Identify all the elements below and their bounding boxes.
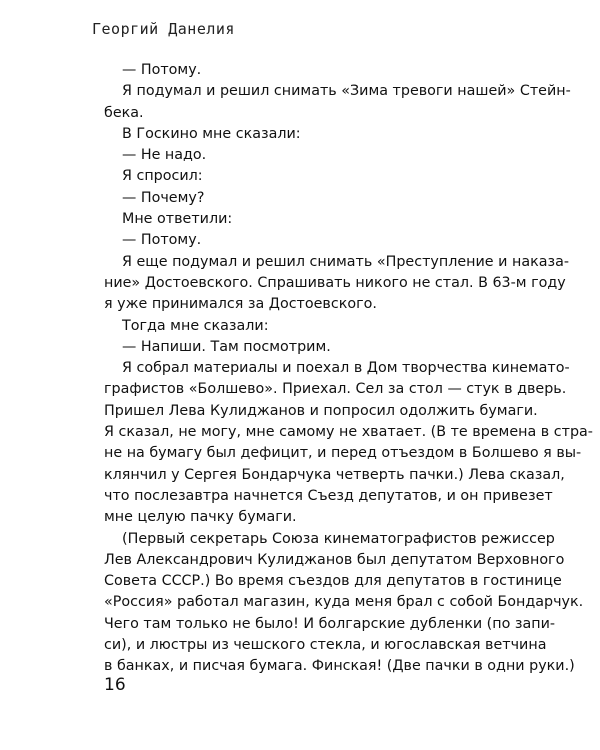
text-line: что послезавтра начнется Съезд депутатов, и он привезет [104, 487, 553, 504]
text-line: — Потому. [122, 62, 202, 78]
text-line: ние» Достоевского. Спрашивать никого не стал. В 63-м году [104, 274, 566, 291]
text-line: бека. [104, 104, 144, 121]
running-head: Георгий Данелия [92, 20, 235, 38]
text-line: «Россия» работал магазин, куда меня брал с собой Бондарчук. [104, 594, 584, 611]
text-line: (Первый секретарь Союза кинематографистов режиссер [122, 530, 555, 547]
text-line: графистов «Болшево». Приехал. Сел за стол — стук в дверь. [104, 381, 567, 398]
text-line: я уже принимался за Достоевского. [104, 296, 377, 313]
text-line: мне целую пачку бумаги. [104, 509, 297, 526]
text-line: клянчил у Сергея Бондарчука четверть пачки.) Лева сказал, [104, 466, 565, 483]
text-line: Я собрал материалы и поехал в Дом творчества кинемато- [122, 360, 570, 377]
text-line: — Напиши. Там посмотрим. [122, 338, 331, 355]
text-line: — Потому. [122, 232, 202, 249]
text-line: Я подумал и решил снимать «Зима тревоги нашей» Стейн- [122, 83, 571, 100]
text-line: — Почему? [122, 189, 205, 206]
text-line: Я сказал, не могу, мне самому не хватает. (В те времена в стра- [104, 424, 593, 441]
text-line: Пришел Лева Кулиджанов и попросил одолжить бумаги. [104, 402, 538, 419]
text-line: си), и люстры из чешского стекла, и югославская ветчина [104, 637, 547, 654]
text-line: Мне ответили: [122, 211, 233, 228]
text-line: Лев Александрович Кулиджанов был депутатом Верховного [104, 551, 565, 568]
text-line: в банках, и писчая бумага. Финская! (Две пачки в одни руки.) [104, 658, 575, 675]
text-line: не на бумагу был дефицит, и перед отъездом в Болшево я вы- [104, 445, 582, 462]
text-line: — Не надо. [122, 147, 207, 164]
text-line: Я еще подумал и решил снимать «Преступление и наказа- [122, 253, 570, 270]
text-line: Я спросил: [122, 168, 203, 185]
text-line: Совета СССР.) Во время съездов для депутатов в гостинице [104, 573, 562, 590]
body-text [104, 60, 593, 678]
text-line: Тогда мне сказали: [122, 317, 269, 334]
text-line: Чего там только не было! И болгарские дубленки (по запи- [104, 615, 556, 632]
page-number: 16 [104, 675, 126, 695]
text-line: В Госкино мне сказали: [122, 125, 301, 142]
